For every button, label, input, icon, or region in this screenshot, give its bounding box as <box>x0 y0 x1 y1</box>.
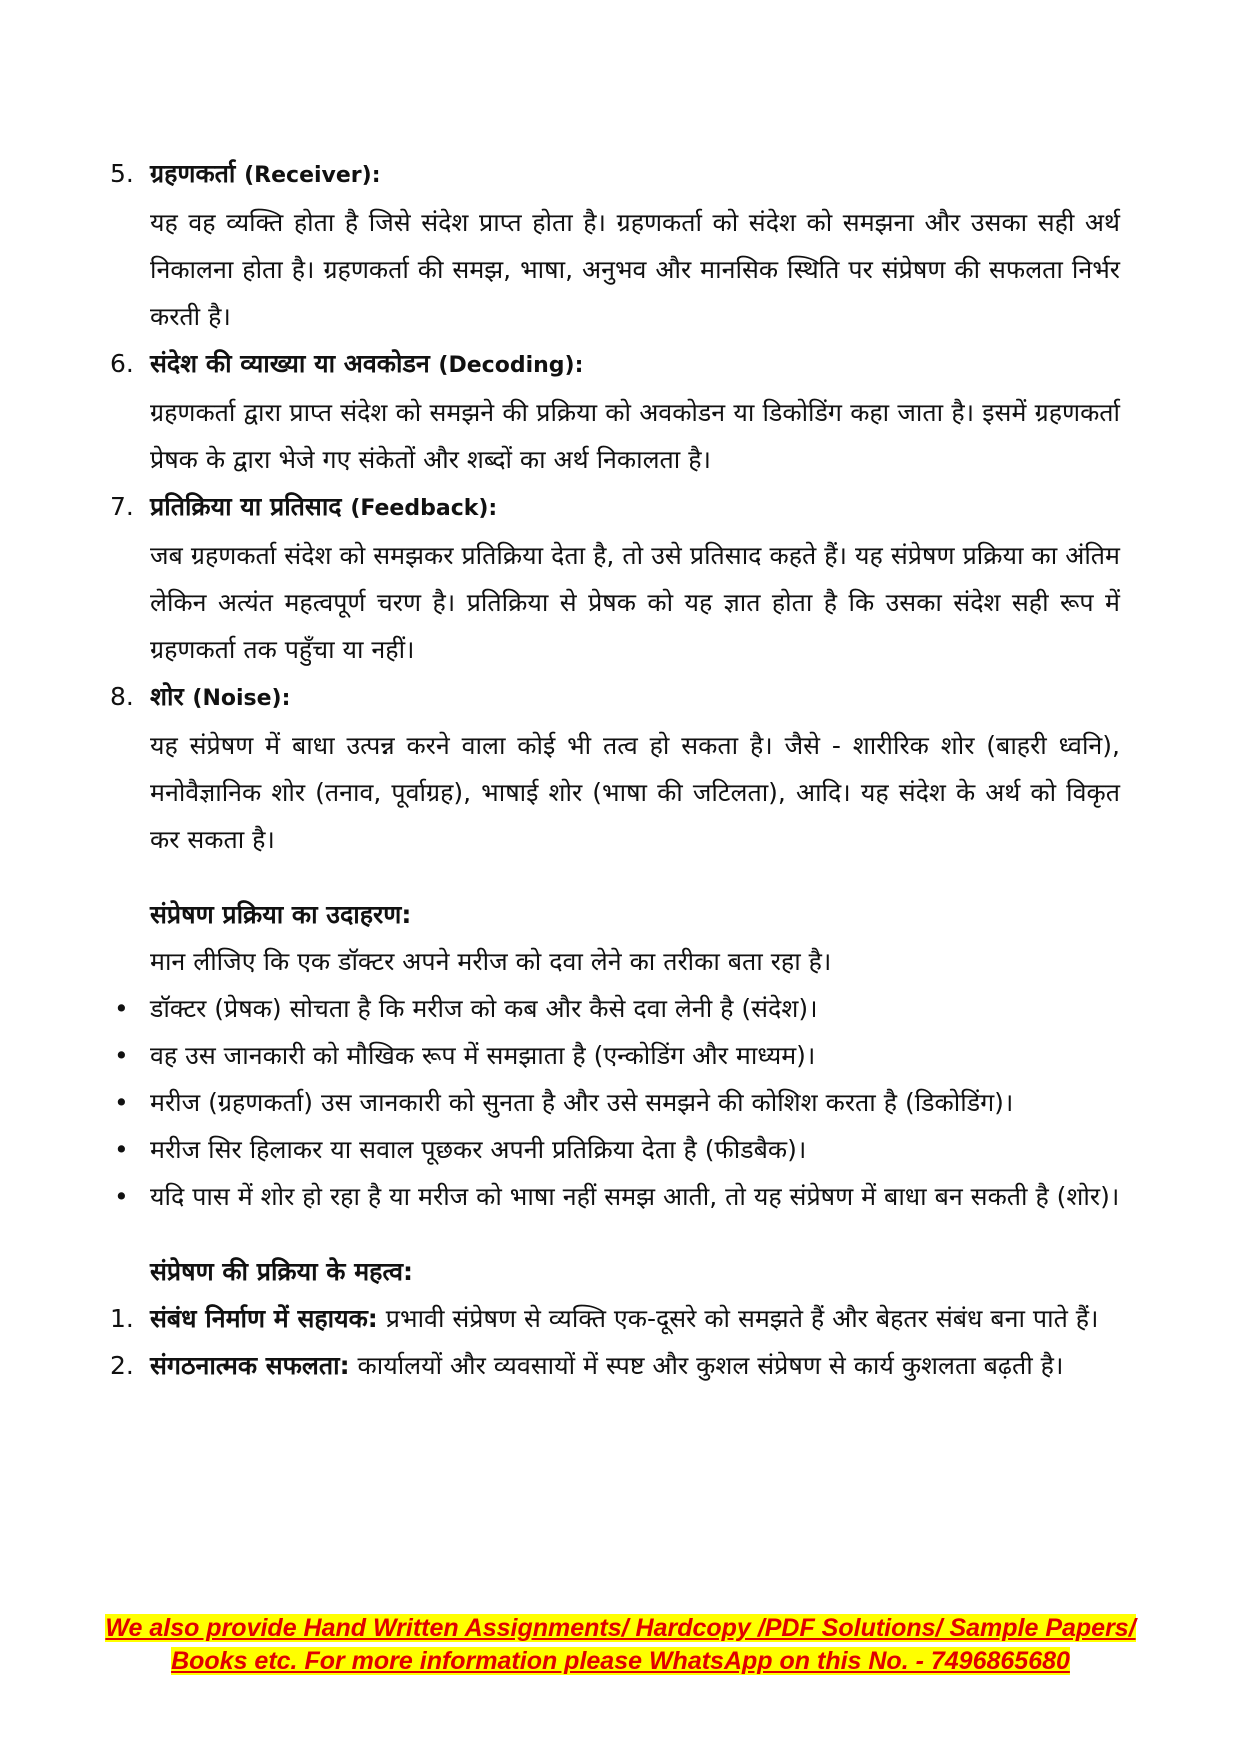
item-number: 8. <box>110 682 134 711</box>
item-number: 5. <box>110 159 134 188</box>
item-heading: संदेश की व्याख्या या अवकोडन (Decoding): <box>150 349 584 378</box>
bullet-dot-icon: • <box>114 1041 129 1070</box>
bullet-dot-icon: • <box>114 1135 129 1164</box>
list-item-feedback <box>110 483 1120 673</box>
importance-section <box>110 1248 1120 1295</box>
example-heading: संप्रेषण प्रक्रिया का उदाहरण: <box>150 900 412 929</box>
importance-text: प्रभावी संप्रेषण से व्यक्ति एक-दूसरे को समझते हैं और बेहतर संबंध बना पाते हैं। <box>385 1304 1099 1333</box>
item-description: ग्रहणकर्ता द्वारा प्राप्त संदेश को समझने की प्रक्रिया को अवकोडन या डिकोडिंग कहा जाता है। इसमें ग्रहणकर्ता प्रेषक के द्वारा भेजे गए संकेतों और शब्दों का अर्थ निकालता है। <box>150 398 1120 474</box>
bullet-item: • डॉक्टर (प्रेषक) सोचता है कि मरीज को कब और कैसे दवा लेनी है (संदेश)। <box>110 985 1120 1032</box>
bullet-item: • मरीज (ग्रहणकर्ता) उस जानकारी को सुनता है और उसे समझने की कोशिश करता है (डिकोडिंग)। <box>110 1079 1120 1126</box>
bullet-dot-icon: • <box>114 994 129 1023</box>
footer-line-1: We also provide Hand Written Assignments/ Hardcopy /PDF Solutions/ Sample Papers/ <box>105 1614 1136 1642</box>
importance-item <box>110 1342 1120 1389</box>
example-section <box>110 891 1120 985</box>
item-number: 2. <box>110 1351 134 1380</box>
page-content <box>110 150 1120 1389</box>
importance-item <box>110 1295 1120 1342</box>
item-description: यह संप्रेषण में बाधा उत्पन्न करने वाला कोई भी तत्व हो सकता है। जैसे - शारीरिक शोर (बाहरी ध्वनि), मनोवैज्ञानिक शोर (तनाव, पूर्वाग्रह), भाषाई शोर (भाषा की जटिलता), आदि। यह संदेश के अर्थ को विकृत कर सकता है। <box>150 731 1120 854</box>
item-heading: ग्रहणकर्ता (Receiver): <box>150 159 381 188</box>
bullet-item: • यदि पास में शोर हो रहा है या मरीज को भाषा नहीं समझ आती, तो यह संप्रेषण में बाधा बन सकती है (शोर)। <box>110 1173 1120 1220</box>
bullet-item: • वह उस जानकारी को मौखिक रूप में समझाता है (एन्कोडिंग और माध्यम)। <box>110 1032 1120 1079</box>
bullet-dot-icon: • <box>114 1182 129 1211</box>
importance-heading: संप्रेषण की प्रक्रिया के महत्व: <box>150 1257 413 1286</box>
importance-keyword: संबंध निर्माण में सहायक: <box>150 1304 378 1333</box>
item-number: 6. <box>110 349 134 378</box>
example-bullet-list <box>110 985 1120 1220</box>
item-description: यह वह व्यक्ति होता है जिसे संदेश प्राप्त होता है। ग्रहणकर्ता को संदेश को समझना और उसका सही अर्थ निकालना होता है। ग्रहणकर्ता की समझ, भाषा, अनुभव और मानसिक स्थिति पर संप्रेषण की सफलता निर्भर करती है। <box>150 208 1120 331</box>
item-description: जब ग्रहणकर्ता संदेश को समझकर प्रतिक्रिया देता है, तो उसे प्रतिसाद कहते हैं। यह संप्रेषण प्रक्रिया का अंतिम लेकिन अत्यंत महत्वपूर्ण चरण है। प्रतिक्रिया से प्रेषक को यह ज्ञात होता है कि उसका संदेश सही रूप में ग्रहणकर्ता तक पहुँचा या नहीं। <box>150 541 1120 664</box>
item-heading: प्रतिक्रिया या प्रतिसाद (Feedback): <box>150 492 498 521</box>
bullet-dot-icon: • <box>114 1088 129 1117</box>
list-item-receiver <box>110 150 1120 340</box>
list-item-decoding <box>110 340 1120 483</box>
item-number: 7. <box>110 492 134 521</box>
item-number: 1. <box>110 1304 134 1333</box>
footer-line-2: Books etc. For more information please WhatsApp on this No. - 7496865680 <box>171 1647 1070 1675</box>
item-heading: शोर (Noise): <box>150 682 291 711</box>
importance-text: कार्यालयों और व्यवसायों में स्पष्ट और कुशल संप्रेषण से कार्य कुशलता बढ़ती है। <box>357 1351 1064 1380</box>
promo-footer <box>60 1612 1181 1678</box>
list-item-noise <box>110 673 1120 863</box>
importance-keyword: संगठनात्मक सफलता: <box>150 1351 350 1380</box>
bullet-item: • मरीज सिर हिलाकर या सवाल पूछकर अपनी प्रतिक्रिया देता है (फीडबैक)। <box>110 1126 1120 1173</box>
example-intro: मान लीजिए कि एक डॉक्टर अपने मरीज को दवा लेने का तरीका बता रहा है। <box>150 947 832 976</box>
